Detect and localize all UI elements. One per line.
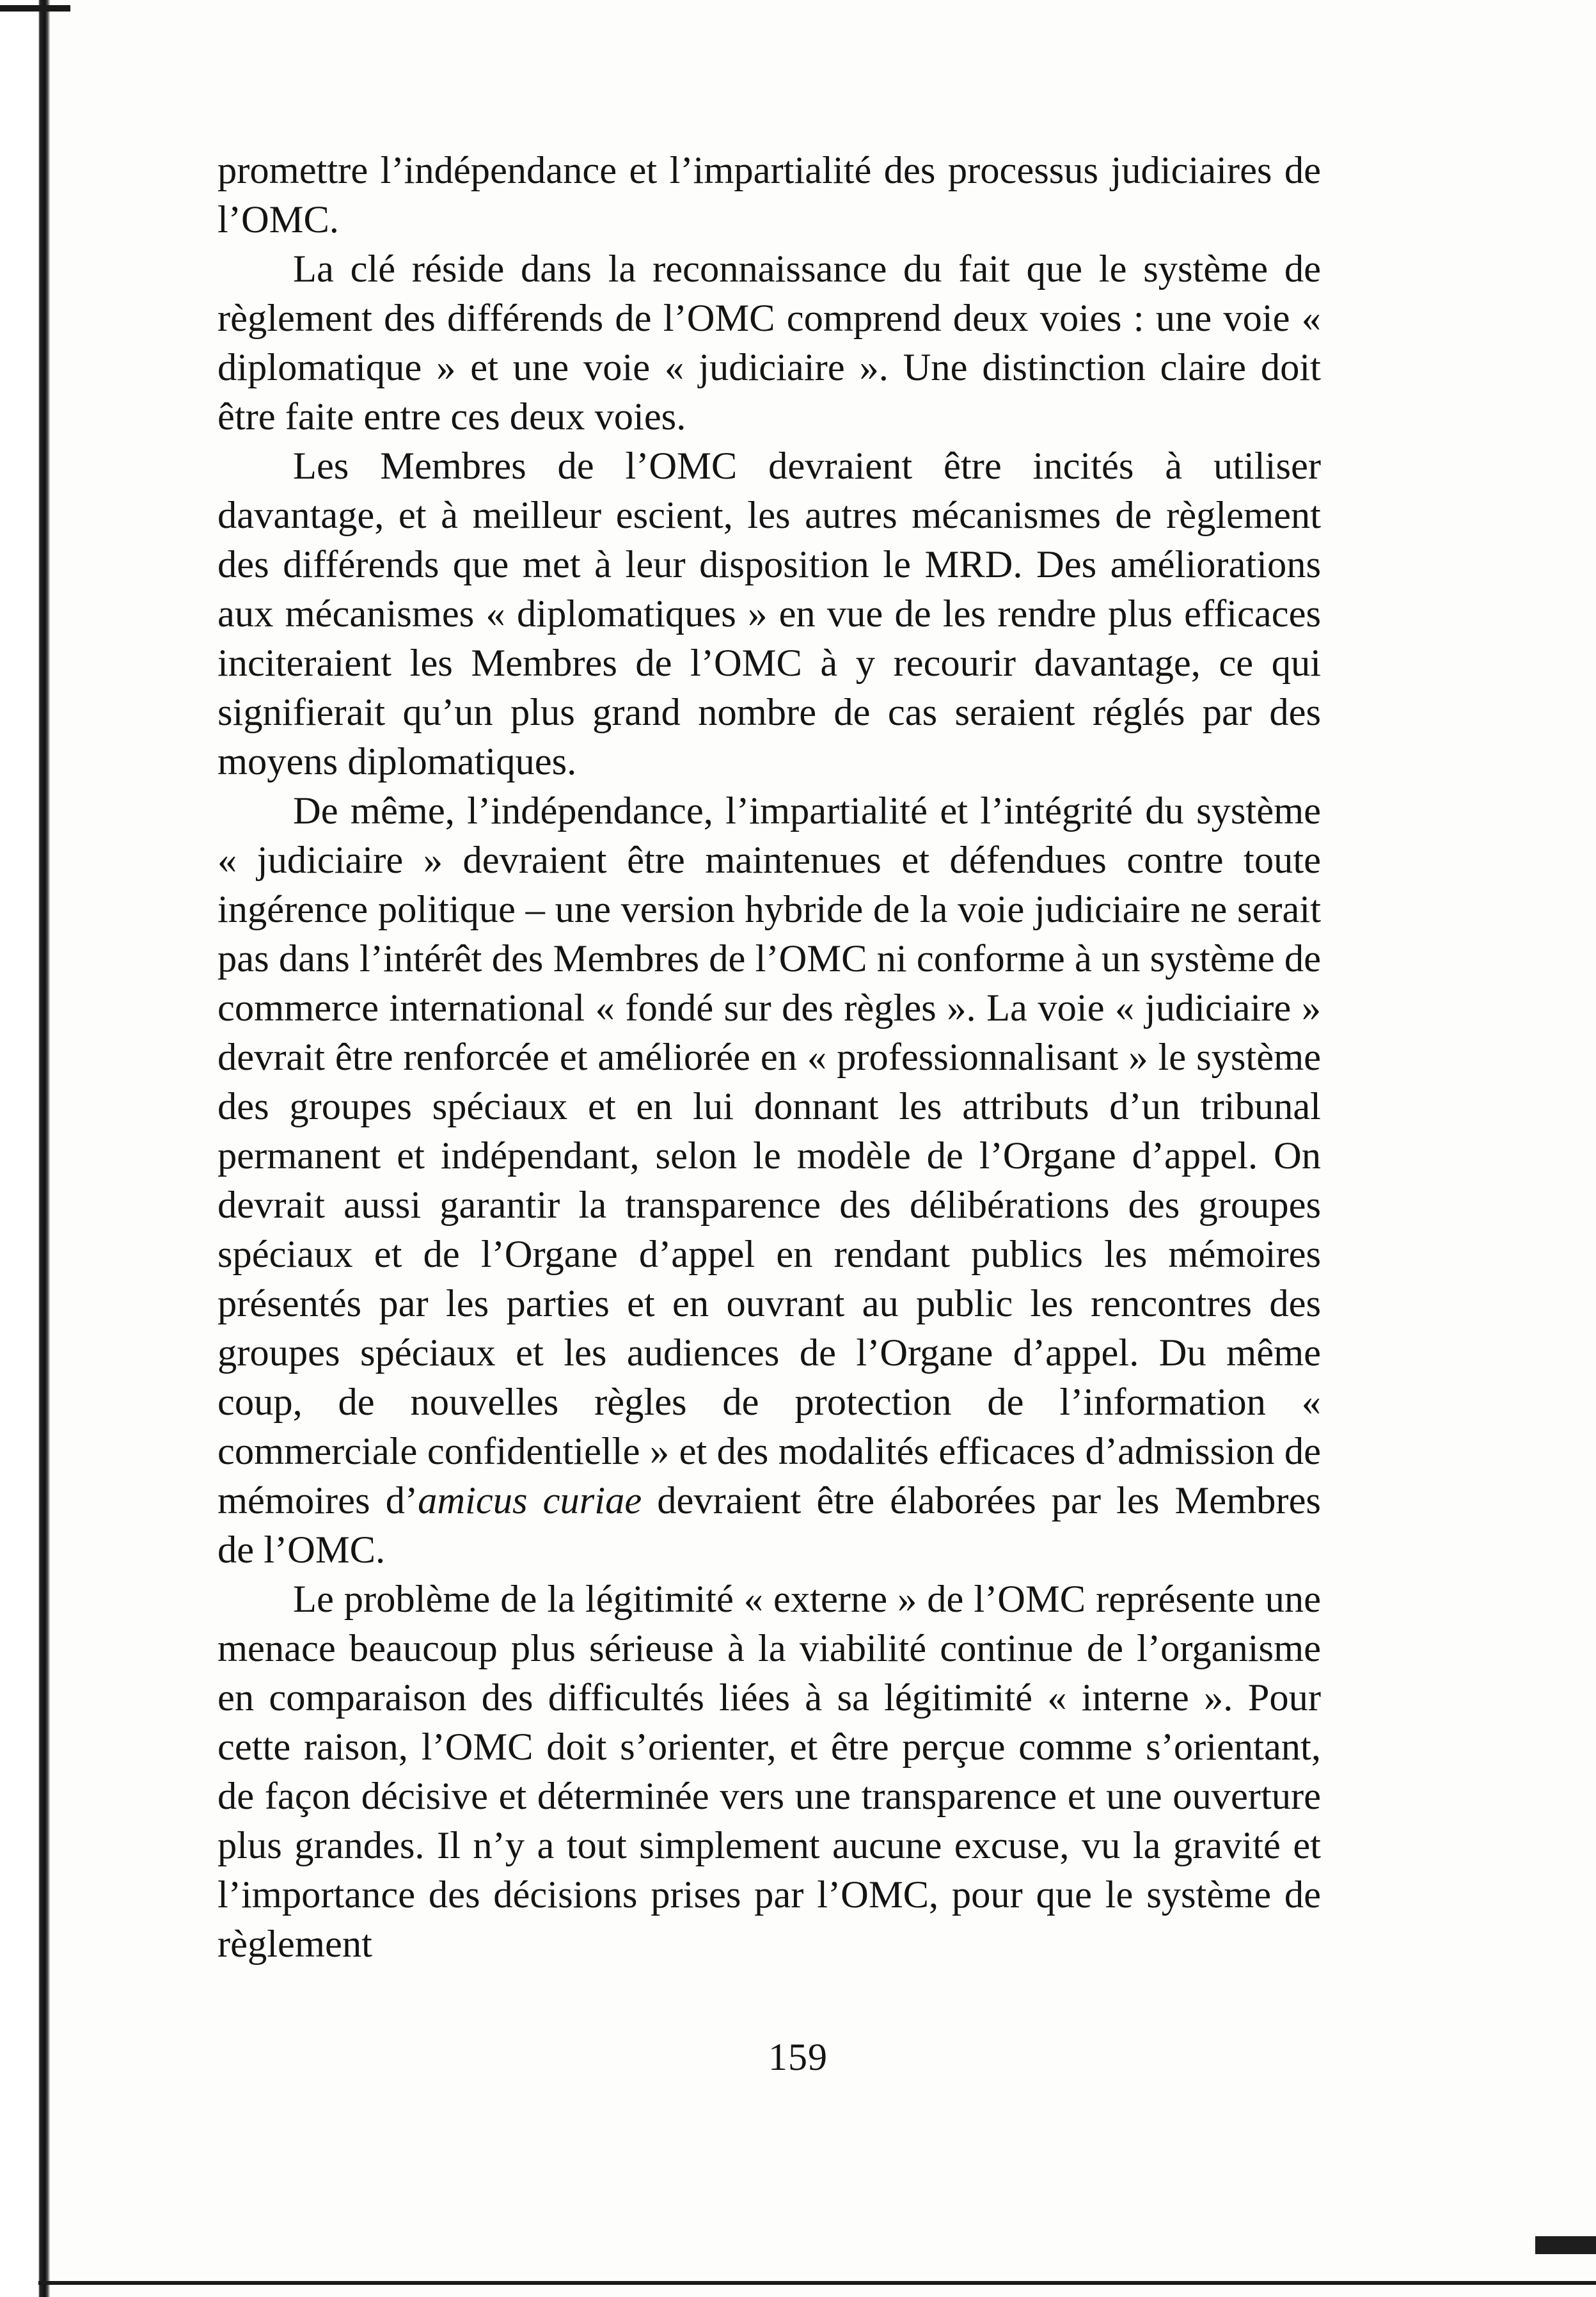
binding-edge bbox=[0, 0, 50, 2297]
scan-edge-top bbox=[0, 5, 70, 12]
body-text bbox=[217, 146, 1321, 1969]
amicus-curiae-term: amicus curiae bbox=[418, 1479, 642, 1522]
paragraph-independance-text: De même, l’indépendance, l’impartialité et l’intégrité du système « judiciaire » devraient être maintenues et défendues contre toute ingérence politique – une version hybride de la voie judiciaire ne serait pas dans l’intérêt des Membres de l’OMC ni conforme à un système de commerce international « fondé sur des règles ». La voie « judiciaire » devrait être renforcée et améliorée en « professionnalisant » le système des groupes spéciaux et en lui donnant les attributs d’un tribunal permanent et indépendant, selon le modèle de l’Organe d’appel. On devrait aussi garantir la transparence des délibérations des groupes spéciaux et de l’Organe d’appel en rendant publics les mémoires présentés par les parties et en ouvrant au public les rencontres des groupes spéciaux et les audiences de l’Organe d’appel. Du même coup, de nouvelles règles de protection de l’information « commerciale confidentielle » et des modalités efficaces d’admission de mémoires d’ bbox=[217, 790, 1321, 1522]
paragraph-independance bbox=[217, 786, 1321, 1575]
paragraph-continuation: promettre l’indépendance et l’impartialité des processus judiciaires de l’OMC. bbox=[217, 149, 1321, 241]
page-number: 159 bbox=[768, 2036, 828, 2078]
scan-corner-mark bbox=[1535, 2236, 1596, 2254]
scan-edge-bottom bbox=[38, 2281, 1596, 2285]
paragraph-membres: Les Membres de l’OMC devraient être incités à utiliser davantage, et à meilleur escient, les autres mécanismes de règlement des différends que met à leur disposition le MRD. Des améliorations aux mécanismes « diplomatiques » en vue de les rendre plus efficaces inciteraient les Membres de l’OMC à y recourir davantage, ce qui signifierait qu’un plus grand nombre de cas seraient réglés par des moyens diplomatiques. bbox=[217, 445, 1321, 783]
paragraph-independance-end: devraient être élaborées par les Membres de l’OMC. bbox=[217, 1479, 1321, 1571]
paragraph-legitimite: Le problème de la légitimité « externe » de l’OMC représente une menace beaucoup plus sérieuse à la viabilité continue de l’organisme en comparaison des difficultés liées à sa légitimité « interne ». Pour cette raison, l’OMC doit s’orienter, et être perçue comme s’orientant, de façon décisive et déterminée vers une transparence et une ouverture plus grandes. Il n’y a tout simplement aucune excuse, vu la gravité et l’importance des décisions prises par l’OMC, pour que le système de règlement bbox=[217, 1578, 1321, 1966]
paragraph-two-voies: La clé réside dans la reconnaissance du fait que le système de règlement des différends de l’OMC comprend deux voies : une voie « diplomatique » et une voie « judiciaire ». Une distinction claire doit être faite entre ces deux voies. bbox=[217, 248, 1321, 438]
